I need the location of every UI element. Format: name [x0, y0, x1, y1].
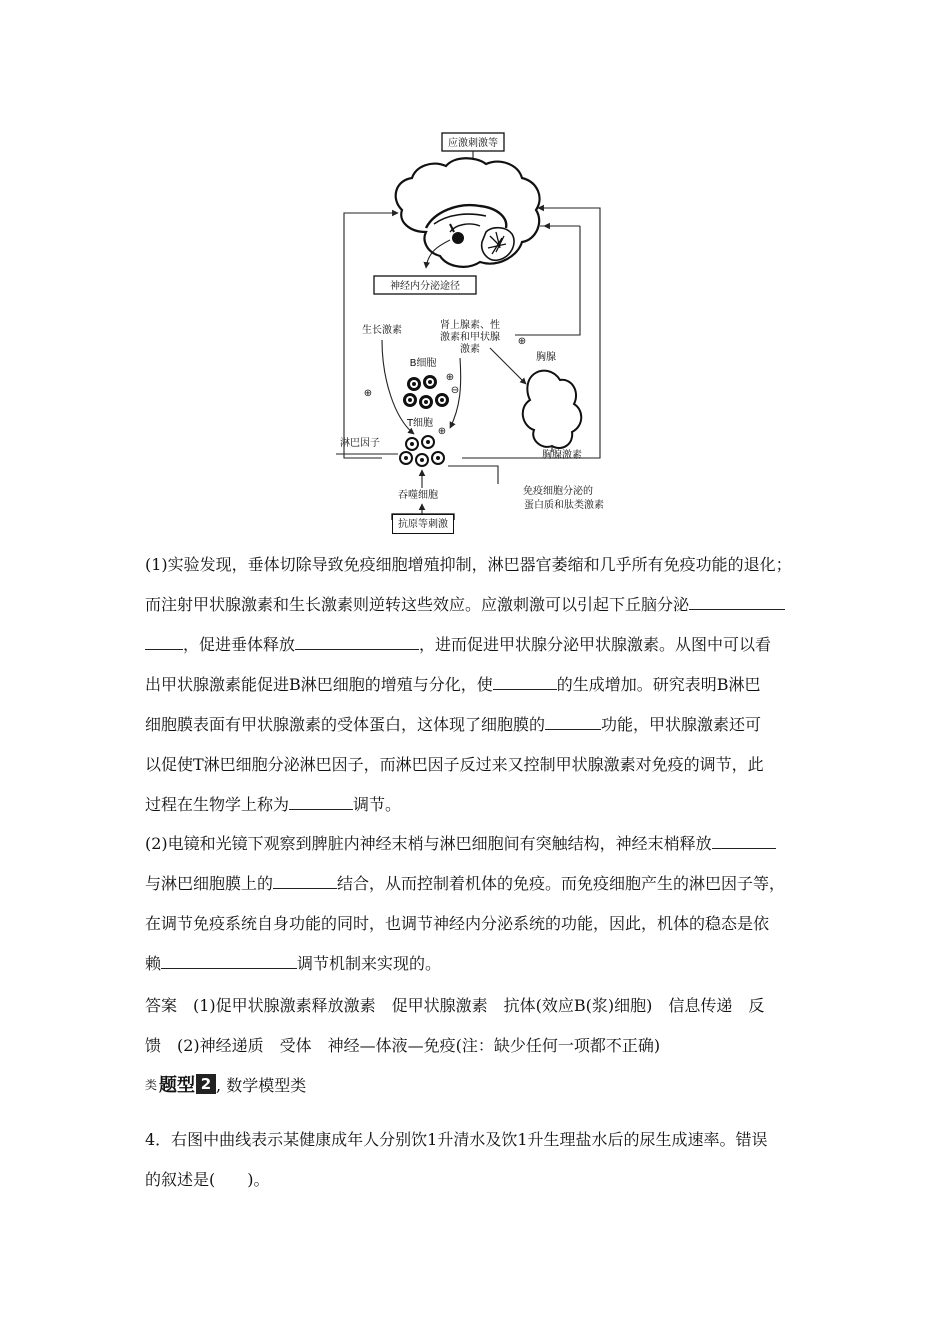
q1-line-2 [145, 585, 810, 625]
question-4 [145, 1120, 810, 1200]
q1-line-4-text-b: 的生成增加。研究表明B淋巴 [556, 675, 761, 694]
question-type-heading [145, 1070, 306, 1098]
q1-line-7 [145, 785, 810, 825]
hormones-line2: 激素和甲状腺 [440, 332, 500, 343]
q4-line-2: 的叙述是( )。 [145, 1170, 270, 1189]
q1-line-3-text-a: ，促进垂体释放 [183, 635, 296, 654]
antigen-label: 抗原等刺激 [398, 519, 448, 530]
q1-line-4-text-a: 出甲状腺激素能促进B淋巴细胞的增殖与分化，使 [145, 675, 493, 694]
q1-line-3-text-b: ，进而促进甲状腺分泌甲状腺激素。从图中可以看 [419, 635, 772, 654]
plus-growth: ⊕ [363, 388, 373, 399]
q2-line-1-text: (2)电镜和光镜下观察到脾脏内神经末梢与淋巴细胞间有突触结构，神经末梢释放 [145, 834, 712, 853]
type-suffix: , 数学模型类 [216, 1075, 307, 1095]
blank-hypothalamus-hormone-cont[interactable] [145, 629, 183, 650]
q2-line-3: 在调节免疫系统自身功能的同时，也调节神经内分泌系统的功能，因此，机体的稳态是依 [145, 914, 770, 933]
blank-antibody[interactable] [493, 669, 557, 690]
q1-line-1: (1)实验发现，垂体切除导致免疫细胞增殖抑制，淋巴器官萎缩和几乎所有免疫功能的退化； [145, 555, 792, 574]
type-prefix: 类 [145, 1077, 158, 1092]
t-cell-cluster [400, 436, 444, 466]
q1-line-5 [145, 705, 810, 745]
q2-line-4-text-b: 调节机制来实现的。 [297, 954, 442, 973]
q2-line-2-text-a: 与淋巴细胞膜上的 [145, 874, 274, 893]
blank-membrane-function[interactable] [545, 709, 601, 730]
q1-line-7-text-a: 过程在生物学上称为 [145, 795, 290, 814]
b-cell-cluster [403, 375, 449, 409]
question-1 [145, 545, 810, 825]
answer-line-1: 答案 (1)促甲状腺激素释放激素 促甲状腺激素 抗体(效应B(浆)细胞) 信息传递 反 [145, 996, 765, 1015]
immune-secretion-line2: 蛋白质和肽类激素 [524, 500, 604, 511]
t-cell-label: T细胞 [406, 418, 434, 429]
stress-label: 应激刺激等 [448, 138, 498, 149]
q2-line-2 [145, 864, 810, 904]
q1-line-2-text: 而注射甲状腺激素和生长激素则逆转这些效应。应激刺激可以引起下丘脑分泌 [145, 595, 690, 614]
blank-regulation-type[interactable] [289, 789, 353, 810]
thymus-hormone-label: 胸腺激素 [542, 450, 582, 461]
answer-line-2: 馈 (2)神经递质 受体 神经—体液—免疫(注：缺少任何一项都不正确) [145, 1036, 661, 1055]
type-number-badge: 2 [196, 1074, 216, 1094]
pathway-label: 神经内分泌途径 [390, 281, 460, 292]
phagocyte-label: 吞噬细胞 [398, 490, 438, 501]
b-cell-label: B细胞 [409, 358, 437, 369]
plus-hormone-b: ⊕ [445, 372, 455, 383]
blank-neurotransmitter[interactable] [712, 828, 776, 849]
blank-hypothalamus-hormone[interactable] [689, 589, 785, 610]
question-2 [145, 824, 810, 984]
plus-thymus: ⊕ [517, 336, 527, 347]
answer-block [145, 986, 810, 1066]
blank-receptor[interactable] [273, 868, 337, 889]
q1-line-5-text-a: 细胞膜表面有甲状腺激素的受体蛋白，这体现了细胞膜的 [145, 715, 546, 734]
neuroendocrine-immune-diagram [330, 128, 620, 520]
q1-line-5-text-b: 功能，甲状腺激素还可 [601, 715, 762, 734]
thymus-label: 胸腺 [536, 352, 556, 363]
hormones-line1: 肾上腺素、性 [440, 320, 500, 331]
q2-line-1 [145, 824, 810, 864]
q1-line-7-text-b: 调节。 [353, 795, 402, 814]
hormones-line3: 激素 [460, 344, 480, 355]
q2-line-4-text-a: 赖 [145, 954, 162, 973]
antigen-label-box [392, 514, 454, 534]
q1-line-4 [145, 665, 810, 705]
q4-line-1: 4．右图中曲线表示某健康成年人分别饮1升清水及饮1升生理盐水后的尿生成速率。错误 [145, 1130, 768, 1149]
q2-line-2-text-b: 结合，从而控制着机体的免疫。而免疫细胞产生的淋巴因子等， [337, 874, 786, 893]
lymphokine-label: 淋巴因子 [340, 438, 380, 449]
thymus-icon [523, 371, 582, 448]
minus-hormone: ⊖ [450, 385, 460, 396]
q2-line-4 [145, 944, 810, 984]
immune-secretion-line1: 免疫细胞分泌的 [523, 486, 593, 497]
growth-hormone-label: 生长激素 [362, 325, 402, 336]
blank-pituitary-hormone[interactable] [295, 629, 419, 650]
type-title: 题型 [159, 1075, 196, 1096]
brain-icon [396, 158, 540, 267]
plus-t-cell: ⊕ [437, 426, 447, 437]
q1-line-6: 以促使T淋巴细胞分泌淋巴因子，而淋巴因子反过来又控制甲状腺激素对免疫的调节，此 [145, 755, 764, 774]
blank-regulation-mechanism[interactable] [161, 948, 297, 969]
q1-line-3 [145, 625, 810, 665]
